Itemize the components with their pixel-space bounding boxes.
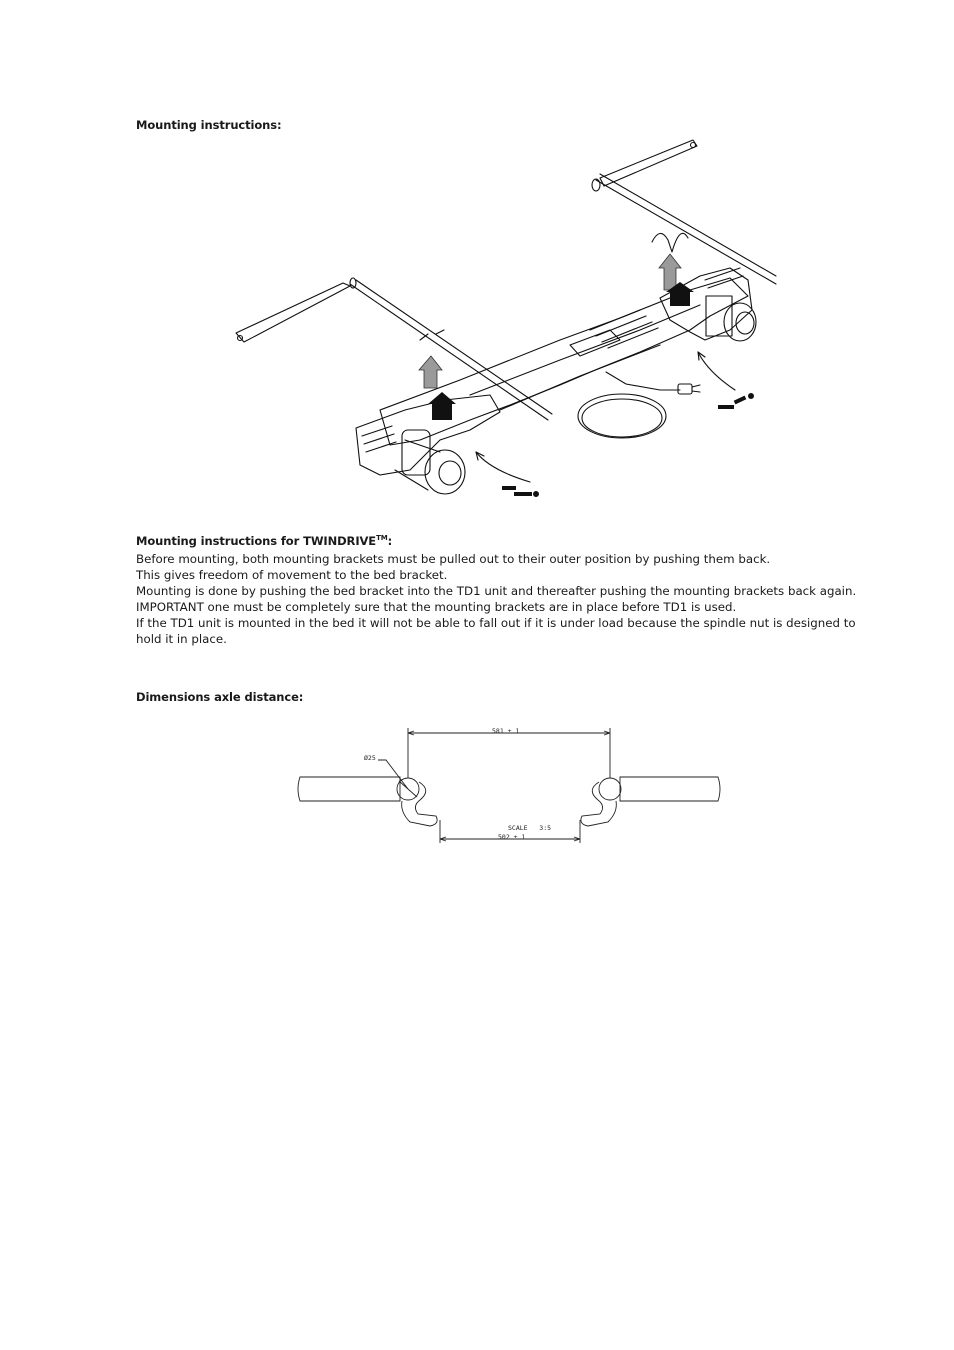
trademark-mark: TM [376,534,388,542]
mounting-heading: Mounting instructions: [136,118,282,132]
scale-label: SCALE 3:5 [508,824,552,832]
twindrive-heading-suffix: : [387,534,393,548]
diameter-label: Ø25 [364,754,376,762]
bottom-dimension-label: 502 ± 1 [498,833,526,841]
paragraph-line: If the TD1 unit is mounted in the bed it will not be able to fall out if it is under load because the spindle nut is designed to hold it in place. [136,616,856,646]
paragraph-line: Before mounting, both mounting brackets must be pulled out to their outer position by pushing them back. [136,552,771,566]
paragraph-line: IMPORTANT one must be completely sure that the mounting brackets are in place before TD1 is used. [136,600,737,614]
top-dimension-label: 581 ± 1 [492,727,520,735]
dimensions-heading: Dimensions axle distance: [136,690,304,704]
twindrive-heading-text: Mounting instructions for TWINDRIVE [136,534,377,548]
paragraph-line: Mounting is done by pushing the bed bracket into the TD1 unit and thereafter pushing the mounting brackets back again. [136,584,857,598]
paragraph-line: This gives freedom of movement to the bed bracket. [136,568,448,582]
